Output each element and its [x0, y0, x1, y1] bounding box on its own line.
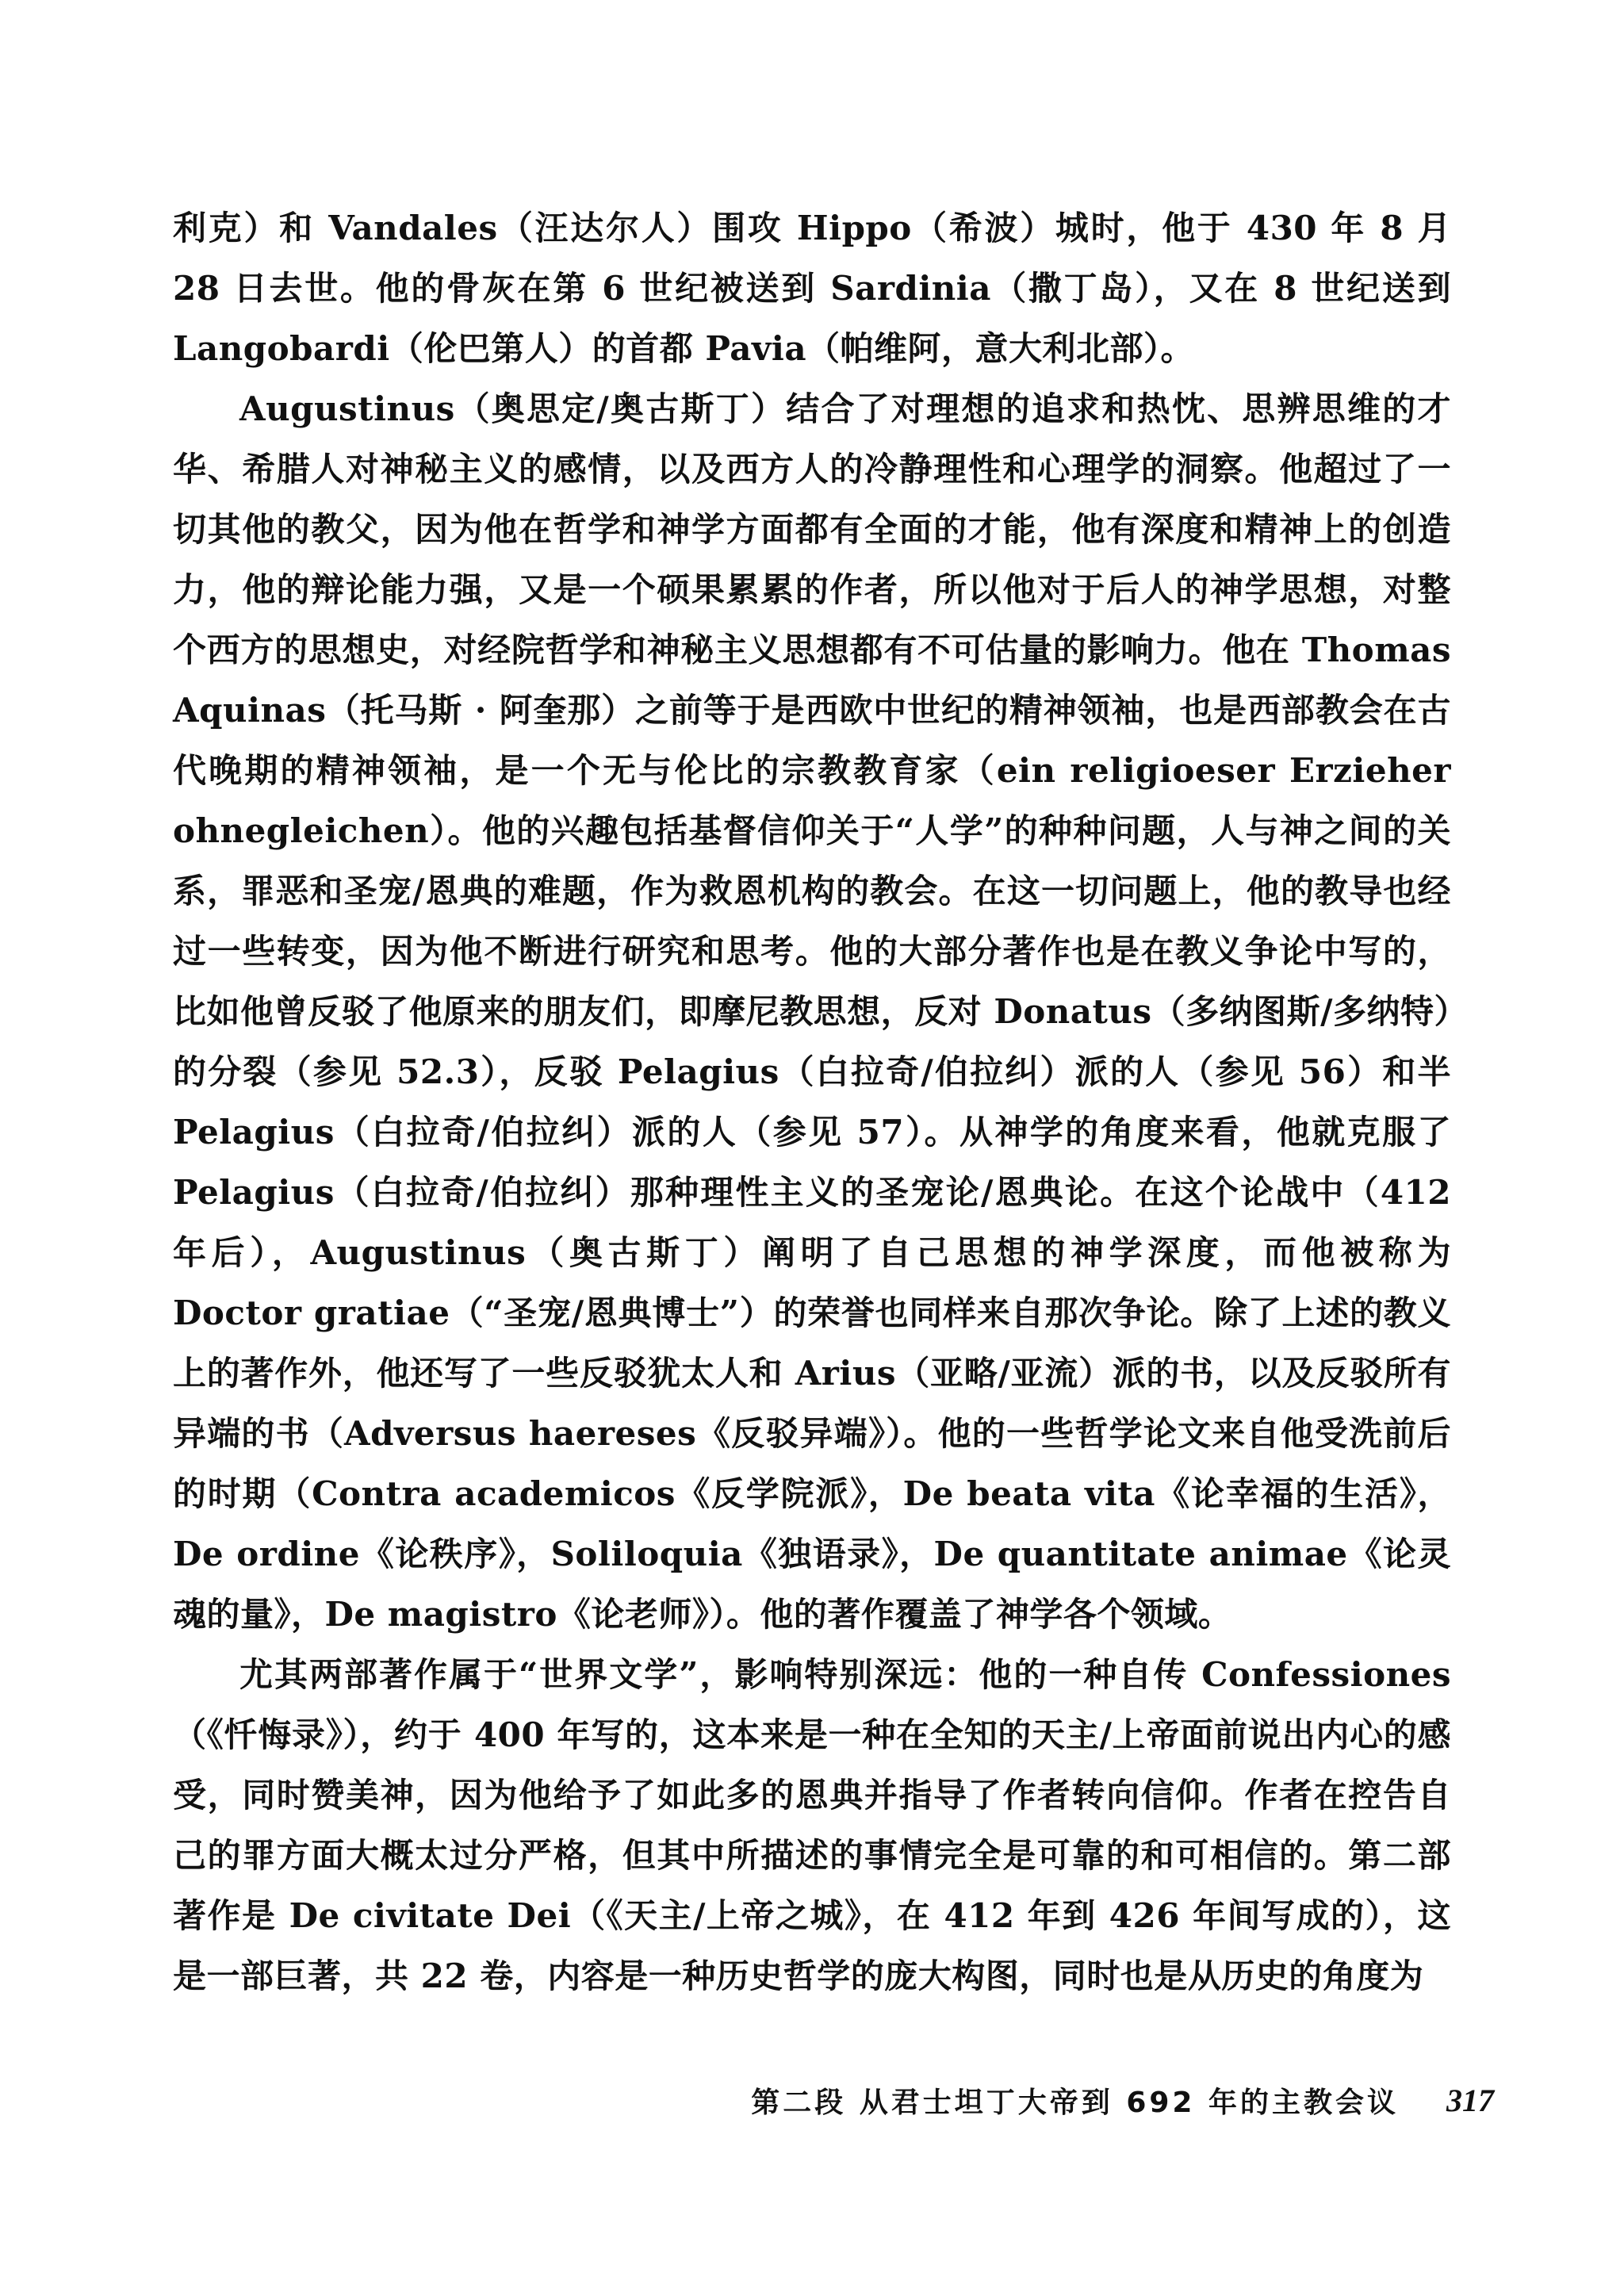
- section-label: 第二段 从君士坦丁大帝到 692 年的主教会议: [751, 2086, 1399, 2119]
- page-number: 317: [1446, 2082, 1494, 2118]
- paragraph-continuation: 利克）和 Vandales（汪达尔人）围攻 Hippo（希波）城时，他于 430 年 8 月 28 日去世。他的骨灰在第 6 世纪被送到 Sardinia（撒丁岛），又在 8 世纪送到 Langobardi（伦巴第人）的首都 Pavia（帕维阿，意大利北部）。: [173, 209, 1451, 368]
- paragraph-major-works: 尤其两部著作属于“世界文学”，影响特别深远：他的一种自传 Confessiones（《忏悔录》），约于 400 年写的，这本来是一种在全知的天主/上帝面前说出内心的感受，同时赞美神，因为他给予了如此多的恩典并指导了作者转向信仰。作者在控告自己的罪方面大概太过分严格，但其中所描述的事情完全是可靠的和可相信的。第二部著作是 De civitate Dei（《天主/上帝之城》，在 412 年到 426 年间写成的），这是一部巨著，共 22 卷，内容是一种历史哲学的庞大构图，同时也是从历史的角度为: [173, 1655, 1451, 1995]
- running-footer: [0, 2076, 1494, 2124]
- body-text: [173, 198, 1451, 2006]
- paragraph-augustinus: Augustinus（奥思定/奥古斯丁）结合了对理想的追求和热忱、思辨思维的才华、希腊人对神秘主义的感情，以及西方人的冷静理性和心理学的洞察。他超过了一切其他的教父，因为他在哲学和神学方面都有全面的才能，他有深度和精神上的创造力，他的辩论能力强，又是一个硕果累累的作者，所以他对于后人的神学思想，对整个西方的思想史，对经院哲学和神秘主义思想都有不可估量的影响力。他在 Thomas Aquinas（托马斯 · 阿奎那）之前等于是西欧中世纪的精神领袖，也是西部教会在古代晚期的精神领袖，是一个无与伦比的宗教教育家（ein religioeser Erzieher ohnegleichen）。他的兴趣包括基督信仰关于“人学”的种种问题，人与神之间的关系，罪恶和圣宠/恩典的难题，作为救恩机构的教会。在这一切问题上，他的教导也经过一些转变，因为他不断进行研究和思考。他的大部分著作也是在教义争论中写的，比如他曾反驳了他原来的朋友们，即摩尼教思想，反对 Donatus（多纳图斯/多纳特）的分裂（参见 52.3），反驳 Pelagius（白拉奇/伯拉纠）派的人（参见 56）和半 Pelagius（白拉奇/伯拉纠）派的人（参见 57）。从神学的角度来看，他就克服了 Pelagius（白拉奇/伯拉纠）那种理性主义的圣宠论/恩典论。在这个论战中（412 年后），Augustinus（奥古斯丁）阐明了自己思想的神学深度，而他被称为 Doctor gratiae（“圣宠/恩典博士”）的荣誉也同样来自那次争论。除了上述的教义上的著作外，他还写了一些反驳犹太人和 Arius（亚略/亚流）派的书，以及反驳所有异端的书（Adversus haereses《反驳异端》）。他的一些哲学论文来自他受洗前后的时期（Contra academicos《反学院派》，De beata vita《论幸福的生活》，De ordine《论秩序》，Soliloquia《独语录》，De quantitate animae《论灵魂的量》，De magistro《论老师》）。他的著作覆盖了神学各个领域。: [173, 389, 1451, 1634]
